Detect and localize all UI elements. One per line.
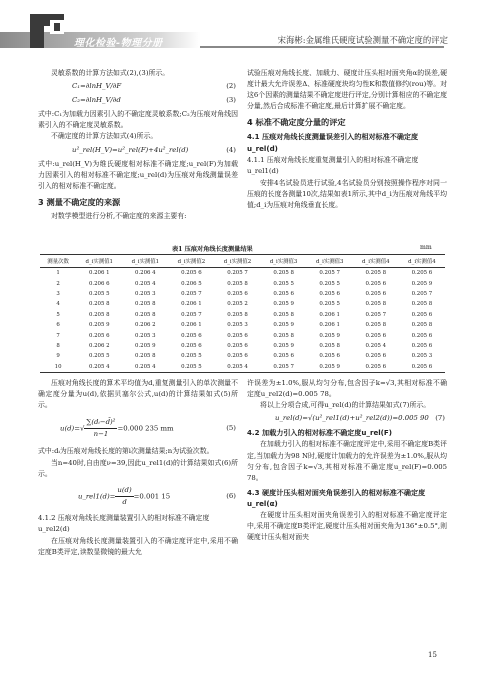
table-cell: 0.205 6 — [181, 332, 202, 339]
table-header-cell: d_i实测值1 — [76, 255, 122, 268]
table-cell: 0.205 5 — [168, 362, 214, 373]
table-cell: 0.206 1 — [319, 311, 340, 318]
table-cell: 0.205 6 — [273, 290, 294, 297]
left-column-top — [38, 68, 238, 222]
table-row — [40, 310, 445, 320]
table-cell: 0.205 6 — [181, 270, 202, 277]
table-cell: 0.205 6 — [411, 311, 433, 318]
table-cell: 0.205 4 — [135, 280, 156, 287]
equation-2: C₁=∂lnH_V/∂F (2) — [72, 82, 236, 91]
table-cell: 0.205 9 — [307, 362, 353, 373]
page-number: 15 — [428, 651, 437, 659]
paragraph: 对数学模型进行分析,不确定度的来源主要有: — [51, 212, 187, 221]
table-cell: 0.205 6 — [365, 290, 387, 297]
subsection-heading-4-2: 4.2 加载力引入的相对标准不确定度u_rel(F) — [247, 428, 393, 438]
table-cell: 0.205 7 — [365, 311, 387, 318]
equation-7: u_rel(d)=√(u²_rel1(d)+u²_rel2(d))=0.005 90 (7) — [275, 414, 445, 423]
header-rule — [200, 46, 444, 48]
journal-header — [0, 0, 480, 58]
journal-logo-icon — [28, 12, 68, 50]
table-cell: 0.205 5 — [319, 280, 340, 287]
table-cell: 0.205 8 — [273, 270, 294, 277]
table-cell: 0.205 5 — [319, 301, 340, 308]
table-cell: 0.205 9 — [319, 332, 340, 339]
table-header-cell: d_i实测值2 — [168, 255, 214, 268]
table-cell: 0.205 3 — [227, 322, 248, 329]
table-cell: 0.205 5 — [273, 280, 294, 287]
table-cell: 0.205 9 — [411, 280, 433, 287]
paragraph: 当n=40时,自由度ν=39,因此u_rel1(d)的计算结果如式(6)所示。 — [38, 458, 238, 478]
table-cell: 0.205 8 — [88, 301, 110, 308]
table-cell: 0.205 8 — [365, 322, 387, 329]
table-cell: 0.205 4 — [214, 362, 260, 373]
table-header-cell: d_i实测值2 — [214, 255, 260, 268]
table-cell: 0.205 6 — [365, 353, 387, 360]
table-cell: 0.205 8 — [273, 332, 294, 339]
table-cell: 0.205 9 — [273, 342, 294, 349]
table-cell: 0.205 5 — [181, 353, 202, 360]
table-cell: 0.205 9 — [273, 301, 294, 308]
table-cell: 0.205 8 — [365, 301, 387, 308]
table-cell: 0.205 6 — [227, 353, 248, 360]
subsubsection-heading-4-1-2: 4.1.2 压痕对角线长度测量装置引入的相对标准不确定度u_rel2(d) — [38, 513, 210, 534]
section-heading-4: 4 标准不确定度分量的评定 — [247, 117, 346, 128]
paragraph: 式中:C₁为加载力因素引入的不确定度灵敏系数;C₂为压痕对角线因素引入的不确定度灵敏系数。 — [38, 110, 238, 130]
table-cell: 0.205 6 — [273, 353, 294, 360]
table-cell: 0.205 9 — [135, 342, 156, 349]
right-column-bottom — [247, 378, 447, 543]
table-header-cell: d_i实测值4 — [399, 255, 445, 268]
table-cell: 0.205 6 — [411, 270, 433, 277]
journal-name: 理化检验-物理分册 — [74, 38, 163, 49]
table-cell: 0.205 7 — [181, 311, 202, 318]
table-cell: 0.205 8 — [319, 342, 340, 349]
table-unit: mm — [420, 244, 432, 251]
table-cell: 0.206 1 — [181, 301, 202, 308]
table-cell: 0.205 2 — [227, 301, 248, 308]
table-cell: 0.205 7 — [319, 270, 340, 277]
table-cell: 0.205 6 — [227, 342, 248, 349]
table-row — [40, 362, 445, 373]
table-cell: 0.206 1 — [181, 322, 202, 329]
equation-6: u_rel1(d)= $\frac{u(d)}{d}$ =0.001 15 (6) — [78, 485, 236, 506]
table-cell: 0.205 6 — [227, 332, 248, 339]
table-row — [40, 268, 445, 279]
table-cell: 1 — [56, 270, 60, 277]
table-header-cell: d_i实测值3 — [261, 255, 307, 268]
table-cell: 0.205 6 — [411, 342, 433, 349]
table-cell: 0.205 7 — [227, 270, 248, 277]
paragraph: 灵敏系数的计算方法如式(2),(3)所示。 — [51, 69, 170, 77]
table-row — [40, 341, 445, 351]
table-cell: 0.205 6 — [365, 280, 387, 287]
paragraph: 试验压痕对角线长度、加载力、硬度计压头相对面夹角α的误差,硬度计最大允许误差Δ、标准硬度块均匀性K和数值修约(rou)等。对这6个因素的测量结果不确定度进行评定,分别计算相应的不确定度分量,然后合成标准不确定度,最后计算扩展不确定度。 — [247, 69, 447, 111]
paragraph: 不确定度的计算方法如式(4)所示。 — [51, 132, 158, 141]
table-cell: 0.205 7 — [261, 362, 307, 373]
table-cell: 0.205 3 — [135, 290, 156, 297]
paragraph: 在加载力引入的相对标准不确定度评定中,采用不确定度B类评定,当加载力为98 N时,硬度计加载力的允许误差为±1.0%,服从均匀分布,包含因子k=√3,其相对标准不确定度u_rel(F)=0.005 78。 — [247, 440, 447, 482]
table-cell: 3 — [56, 290, 60, 297]
table-cell: 0.205 8 — [88, 311, 110, 318]
table-header-cell: 测量次数 — [40, 255, 76, 268]
table-cell: 0.206 1 — [88, 270, 110, 277]
table-cell: 0.205 7 — [181, 290, 202, 297]
table-cell: 5 — [56, 311, 60, 318]
table-header-cell: d_i实测值4 — [353, 255, 399, 268]
paragraph: 在压痕对角线长度测量装置引入的不确定度评定中,采用不确定度B类评定,读数显微镜的最大允 — [38, 537, 238, 557]
measurement-table — [40, 254, 445, 373]
table-caption: 表1 压痕对角线长度测量结果 — [172, 246, 253, 253]
table-row — [40, 289, 445, 299]
right-column-top — [247, 68, 447, 211]
paragraph: 安排4名试验员进行试验,4名试验员分别按照操作程序对同一压痕的长度各测量10次,结果如表1所示,其中d_i为压痕对角线平均值;d_i为压痕对角线垂直长度。 — [247, 178, 447, 210]
table-cell: 0.205 8 — [135, 311, 156, 318]
table-cell: 0.205 6 — [227, 290, 248, 297]
table-cell: 2 — [56, 280, 60, 287]
table-cell: 9 — [56, 353, 60, 360]
table-cell: 0.206 2 — [135, 322, 156, 329]
table-cell: 0.205 8 — [273, 311, 294, 318]
paragraph: 压痕对角线长度的算术平均值为d,重复测量引入的单次测量不确定度分量为u(d),依据贝塞尔公式,u(d)的计算结果如式(5)所示。 — [38, 379, 238, 410]
table-cell: 0.206 4 — [135, 270, 156, 277]
table-cell: 0.205 3 — [135, 332, 156, 339]
equation-3: C₂=∂lnH_V/∂d (3) — [72, 96, 236, 105]
table-cell: 0.205 4 — [76, 362, 122, 373]
table-cell: 0.205 6 — [181, 342, 202, 349]
table-cell: 0.205 6 — [411, 332, 433, 339]
table-cell: 0.206 6 — [88, 280, 110, 287]
table-cell: 0.205 6 — [319, 353, 340, 360]
paragraph: 将以上分项合成,可得u_rel(d)的计算结果如式(7)所示。 — [260, 401, 431, 410]
table-body — [40, 268, 445, 373]
subsection-heading-4-1: 4.1 压痕对角线长度测量误差引入的相对标准不确定度u_rel(d) — [247, 132, 419, 153]
table-cell: 0.205 6 — [88, 332, 110, 339]
table-cell: 0.205 9 — [273, 322, 294, 329]
section-heading-3: 3 测量不确定度的来源 — [38, 196, 121, 207]
table-cell: 0.205 3 — [411, 353, 433, 360]
table-cell: 0.205 6 — [365, 332, 387, 339]
table-cell: 7 — [56, 332, 60, 339]
table-row — [40, 351, 445, 361]
table-cell: 0.205 8 — [411, 301, 433, 308]
table-cell: 0.206 2 — [88, 342, 110, 349]
table-header-cell: d_i实测值3 — [307, 255, 353, 268]
table-cell: 0.205 8 — [227, 280, 248, 287]
table-cell: 0.205 4 — [122, 362, 168, 373]
equation-5: u(d)=√ $\frac{\text{∑(dᵢ−d̄)²}}{n-1}$ =0.000 235 mm (5) — [60, 418, 236, 439]
running-head: 宋海彬:金属维氏硬度试验测量不确定度的评定 — [277, 35, 448, 45]
table-cell: 0.205 5 — [88, 353, 110, 360]
table-cell: 10 — [40, 362, 76, 373]
table-cell: 8 — [56, 342, 60, 349]
table-cell: 0.205 5 — [88, 290, 110, 297]
equation-4: u²_rel(H_V)=u²_rel(F)+4u²_rel(d) (4) — [72, 145, 236, 154]
table-cell: 0.205 9 — [88, 322, 110, 329]
table-header-cell: d_i实测值1 — [122, 255, 168, 268]
subsection-heading-4-3: 4.3 硬度计压头相对面夹角误差引入的相对标准不确定度u_rel(α) — [247, 487, 426, 508]
table-cell: 0.205 4 — [365, 342, 387, 349]
table-cell: 4 — [56, 301, 60, 308]
table-cell: 0.205 8 — [227, 311, 248, 318]
table-row — [40, 320, 445, 330]
table-cell: 0.205 7 — [411, 290, 433, 297]
table-cell: 6 — [56, 322, 60, 329]
table-cell: 0.206 1 — [319, 322, 340, 329]
table-cell: 0.205 8 — [135, 301, 156, 308]
paragraph: 许误差为±1.0%,服从均匀分布,包含因子k=√3,其相对标准不确定度u_rel2(d)=0.005 78。 — [247, 379, 447, 399]
paragraph: 式中:u_rel(H_V)为维氏硬度相对标准不确定度;u_rel(F)为加载力因素引入的相对标准不确定度;u_rel(d)为压痕对角线测量误差引入的相对标准不确定度。 — [38, 159, 238, 190]
table-cell: 0.205 8 — [365, 270, 387, 277]
table-cell: 0.206 5 — [181, 280, 202, 287]
table-row — [40, 278, 445, 288]
table-header-row — [40, 255, 445, 268]
table-cell: 0.205 8 — [135, 353, 156, 360]
paragraph: 在硬度计压头相对面夹角误差引入的相对标准不确定度评定中,采用不确定度B类评定,硬度计压头相对面夹角为136°±0.5°,则硬度计压头相对面夹 — [247, 511, 448, 542]
table-cell: 0.205 6 — [353, 362, 399, 373]
subsubsection-heading-4-1-1: 4.1.1 压痕对角线长度重复测量引入的相对标准不确定度u_rel1(d) — [247, 155, 419, 175]
table-cell: 0.205 6 — [319, 290, 340, 297]
table-row — [40, 299, 445, 309]
paragraph: 式中:dᵢ为压痕对角线长度的第i次测量结果;n为试验次数。 — [38, 447, 214, 456]
table-cell: 0.205 6 — [399, 362, 445, 373]
left-column-bottom — [38, 378, 238, 558]
table-row — [40, 330, 445, 340]
table-cell: 0.205 8 — [411, 322, 433, 329]
